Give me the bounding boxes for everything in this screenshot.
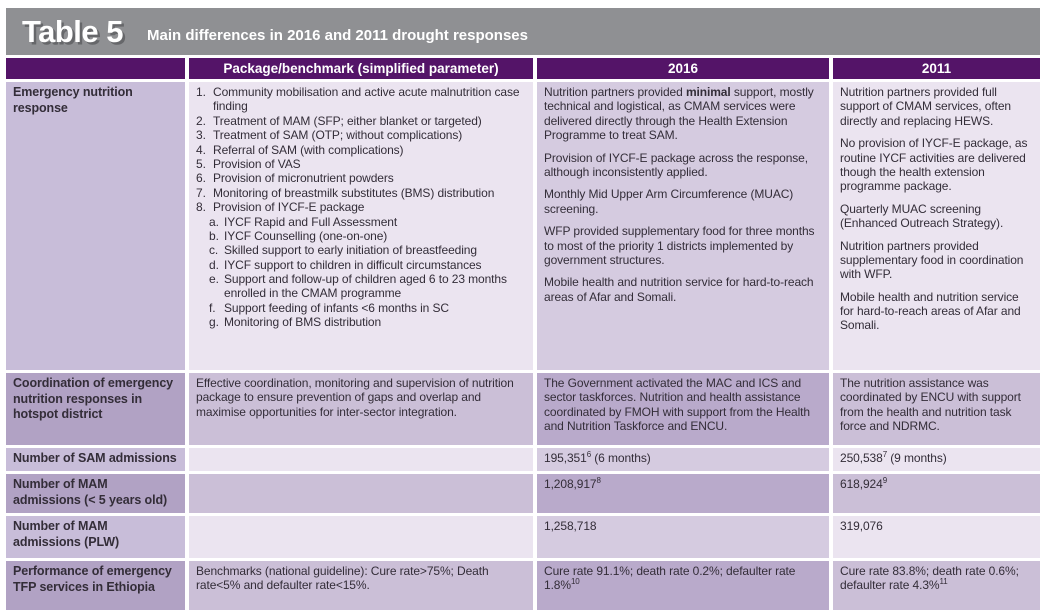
header-2011: 2011	[833, 58, 1040, 79]
paragraph: Mobile health and nutrition service for hard-to-reach areas of Afar and Somali.	[544, 275, 814, 304]
row-label-coordination: Coordination of emergency nutrition responses in hotspot district	[6, 373, 185, 445]
cell-emergency-2011	[833, 82, 1040, 370]
paragraph: Quarterly MUAC screening (Enhanced Outreach Strategy).	[840, 201, 1004, 231]
table-banner	[6, 8, 1040, 55]
list-subitem: b. IYCF Counselling (one-on-one)	[209, 228, 388, 243]
footnote-ref: 8	[596, 476, 601, 485]
paragraph: WFP provided supplementary food for three months to most of the priority 1 districts implemented by government structures.	[544, 224, 815, 267]
list-subitem: a. IYCF Rapid and Full Assessment	[209, 214, 398, 229]
cell-coordination-2016: The Government activated the MAC and ICS and sector taskforces. Nutrition and health assistance coordinated by FMOH with support from the Health and Nutrition Taskforce and ENCU.	[537, 373, 829, 445]
footnote-ref: 7	[882, 450, 888, 459]
list-subitem: c. Skilled support to early initiation of breastfeeding	[209, 243, 477, 258]
footnote-ref: 11	[939, 577, 948, 587]
cell-coordination-2011: The nutrition assistance was coordinated by ENCU with support from the health and nutrition task force and NDRMC.	[833, 373, 1040, 445]
cell-mam-under5-2016: 1,208,917$^8$	[537, 474, 829, 513]
list-subitem: g. Monitoring of BMS distribution	[209, 315, 382, 330]
row-label-mam-under5: Number of MAM admissions (< 5 years old)	[6, 474, 185, 513]
paragraph: Provision of IYCF-E package across the response, although inconsistently applied.	[544, 150, 808, 179]
cell-tfp-2016: Cure rate 91.1%; death rate 0.2%; defaulter rate 1.8%$^{10}$	[537, 561, 829, 610]
cell-tfp-2011: Cure rate 83.8%; death rate 0.6%; defaulter rate 4.3%$^{11}$	[833, 561, 1040, 610]
footnote-ref: 6	[586, 450, 592, 459]
list-item: 2. Treatment of MAM (SFP; either blanket or targeted)	[196, 113, 482, 128]
list-subitem: f. Support feeding of infants <6 months in SC	[209, 300, 449, 315]
paragraph: Nutrition partners provided supplementary food in coordination with WFP.	[840, 238, 1024, 282]
cell-mam-plw-package	[189, 516, 533, 558]
list-subitem: d. IYCF support to children in difficult circumstances	[209, 257, 482, 272]
list-item: 3. Treatment of SAM (OTP; without complications)	[196, 128, 463, 143]
paragraph: No provision of IYCF-E package, as routine IYCF activities are delivered though the health extension programme package.	[840, 136, 1028, 194]
cell-sam-2011: 250,538$^7$ (9 months)	[833, 448, 1040, 471]
cell-tfp-package: Benchmarks (national guideline): Cure rate>75%; Death rate<5% and defaulter rate<15%.	[189, 561, 533, 610]
table-number: Table 5	[22, 13, 124, 49]
header-empty-cell	[6, 58, 185, 79]
cell-emergency-package-list	[189, 82, 533, 370]
list-item: 4. Referral of SAM (with complications)	[196, 142, 404, 157]
row-label-mam-plw: Number of MAM admissions (PLW)	[6, 516, 185, 558]
list-item: 7. Monitoring of breastmilk substitutes (BMS) distribution	[196, 185, 495, 200]
row-label-tfp-performance: Performance of emergency TFP services in Ethiopia	[6, 561, 185, 610]
list-item: 5. Provision of VAS	[196, 156, 301, 171]
header-package-benchmark: Package/benchmark (simplified parameter)	[189, 58, 533, 79]
paragraph: Monthly Mid Upper Arm Circumference (MUAC) screening.	[544, 187, 794, 216]
header-2016: 2016	[537, 58, 829, 79]
cell-emergency-2016	[537, 82, 829, 370]
footnote-ref: 9	[882, 476, 888, 485]
cell-mam-plw-2016: 1,258,718	[537, 516, 829, 558]
paragraph: Mobile health and nutrition service for hard-to-reach areas of Afar and Somali.	[840, 289, 1021, 333]
cell-mam-under5-2011: 618,924$^9$	[833, 474, 1040, 513]
list-subitem: e. Support and follow-up of children aged 6 to 23 months enrolled in the CMAM programme	[209, 272, 507, 301]
paragraph: Nutrition partners provided full support of CMAM services, often directly and replacing HEWS.	[840, 85, 1011, 128]
list-item: 1. Community mobilisation and active acute malnutrition case finding	[196, 85, 520, 114]
table-5-grid	[6, 58, 1040, 610]
cell-sam-2016: 195,351$^6$ (6 months)	[537, 448, 829, 471]
row-label-sam-admissions: Number of SAM admissions	[6, 448, 185, 471]
cell-mam-plw-2011: 319,076	[833, 516, 1040, 558]
cell-coordination-package: Effective coordination, monitoring and supervision of nutrition package to ensure prevention of gaps and overlap and maximise opportunities for inter-sector integration.	[189, 373, 533, 445]
list-item: 6. Provision of micronutrient powders	[196, 171, 394, 186]
table-title: Main differences in 2016 and 2011 drought responses	[147, 27, 528, 44]
cell-mam-under5-package	[189, 474, 533, 513]
cell-sam-package	[189, 448, 533, 471]
paragraph: Nutrition partners provided minimal support, mostly technical and logistical, as CMAM services were delivered directly through the Health Extension Programme to treat SAM.	[544, 85, 814, 143]
list-item: 8. Provision of IYCF-E package	[196, 200, 365, 215]
footnote-ref: 10	[570, 577, 580, 587]
row-label-emergency-nutrition-response: Emergency nutrition response	[6, 82, 185, 370]
